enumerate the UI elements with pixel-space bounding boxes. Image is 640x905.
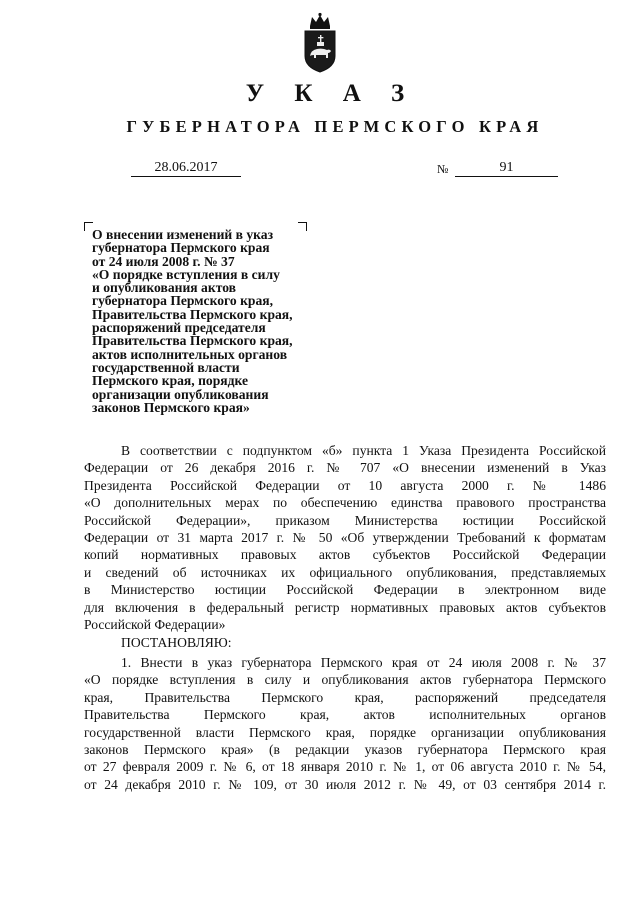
heading-line: распоряжений председателя bbox=[92, 320, 266, 336]
heading-line: Пермского края, порядке bbox=[92, 373, 249, 389]
paragraph-line: «О порядке вступления в силу и опубликования актов губернатора Пермского bbox=[84, 672, 606, 688]
paragraph-line: Президента Российской Федерации от 10 августа 2000 г. № 1486 bbox=[84, 477, 606, 493]
document-body bbox=[84, 442, 606, 793]
preamble-paragraph bbox=[84, 442, 606, 633]
paragraph-line: копий нормативных правовых актов субъектов Российской Федерации bbox=[84, 547, 606, 563]
paragraph-line: Федерации от 26 декабря 2016 г. № 707 «О внесении изменений в Указ bbox=[84, 460, 606, 476]
paragraph-line: от 27 февраля 2009 г. № 6, от 18 января 2010 г. № 1, от 06 августа 2010 г. № 54, bbox=[84, 759, 606, 775]
paragraph-line: и сведений об источниках их официального опубликования, представляемых bbox=[84, 564, 606, 580]
paragraph-line: Федерации от 31 марта 2017 г. № 50 «Об утверждении Требований к форматам bbox=[84, 530, 606, 546]
heading-line: и опубликования актов bbox=[92, 280, 236, 296]
paragraph-line: в Министерство юстиции Российской Федерации в электронном виде bbox=[84, 582, 606, 598]
paragraph-line: В соответствии с подпунктом «б» пункта 1 Указа Президента Российской bbox=[121, 443, 606, 458]
paragraph-line: законов Пермского края» (в редакции указов губернатора Пермского края bbox=[84, 741, 606, 757]
paragraph-line: Российской Федерации», приказом Министерства юстиции Российской bbox=[84, 512, 606, 528]
paragraph-line: от 24 декабря 2010 г. № 109, от 30 июля 2012 г. № 49, от 03 сентября 2014 г. bbox=[84, 776, 606, 792]
document-title: У К А З bbox=[245, 80, 417, 107]
paragraph-line: «О дополнительных мерах по обеспечению единства правового пространства bbox=[84, 495, 606, 511]
paragraph-line: государственной власти Пермского края, порядке организации опубликования bbox=[84, 724, 606, 740]
item-1-paragraph bbox=[84, 654, 606, 793]
heading-line: «О порядке вступления в силу bbox=[92, 266, 280, 282]
paragraph-line: края, Правительства Пермского края, распоряжений председателя bbox=[84, 689, 606, 705]
heading-line: губернатора Пермского края bbox=[92, 240, 270, 256]
heading-line: актов исполнительных органов bbox=[92, 346, 288, 362]
document-number: 91 bbox=[455, 160, 558, 177]
heading-line: Правительства Пермского края, bbox=[92, 306, 293, 322]
heading-line: от 24 июля 2008 г. № 37 bbox=[92, 253, 235, 269]
heading-line: губернатора Пермского края, bbox=[92, 293, 274, 309]
document-date: 28.06.2017 bbox=[131, 160, 241, 177]
document-heading bbox=[92, 228, 332, 414]
paragraph-line: Российской Федерации» bbox=[84, 617, 226, 633]
heading-line: законов Пермского края» bbox=[92, 399, 250, 415]
document-subtitle: ГУБЕРНАТОРА ПЕРМСКОГО КРАЯ bbox=[126, 117, 544, 136]
heading-line: О внесении изменений в указ bbox=[92, 227, 274, 242]
heading-line: организации опубликования bbox=[92, 386, 269, 402]
perm-krai-emblem bbox=[300, 12, 340, 74]
heading-line: государственной власти bbox=[92, 359, 240, 375]
paragraph-line: для включения в федеральный регистр нормативных правовых актов субъектов bbox=[84, 599, 606, 615]
number-label: № bbox=[437, 162, 449, 176]
paragraph-line: Правительства Пермского края, актов исполнительных органов bbox=[84, 707, 606, 723]
heading-line: Правительства Пермского края, bbox=[92, 333, 293, 349]
paragraph-line: 1. Внести в указ губернатора Пермского края от 24 июля 2008 г. № 37 bbox=[121, 654, 606, 670]
decree-word: ПОСТАНОВЛЯЮ: bbox=[121, 635, 232, 651]
